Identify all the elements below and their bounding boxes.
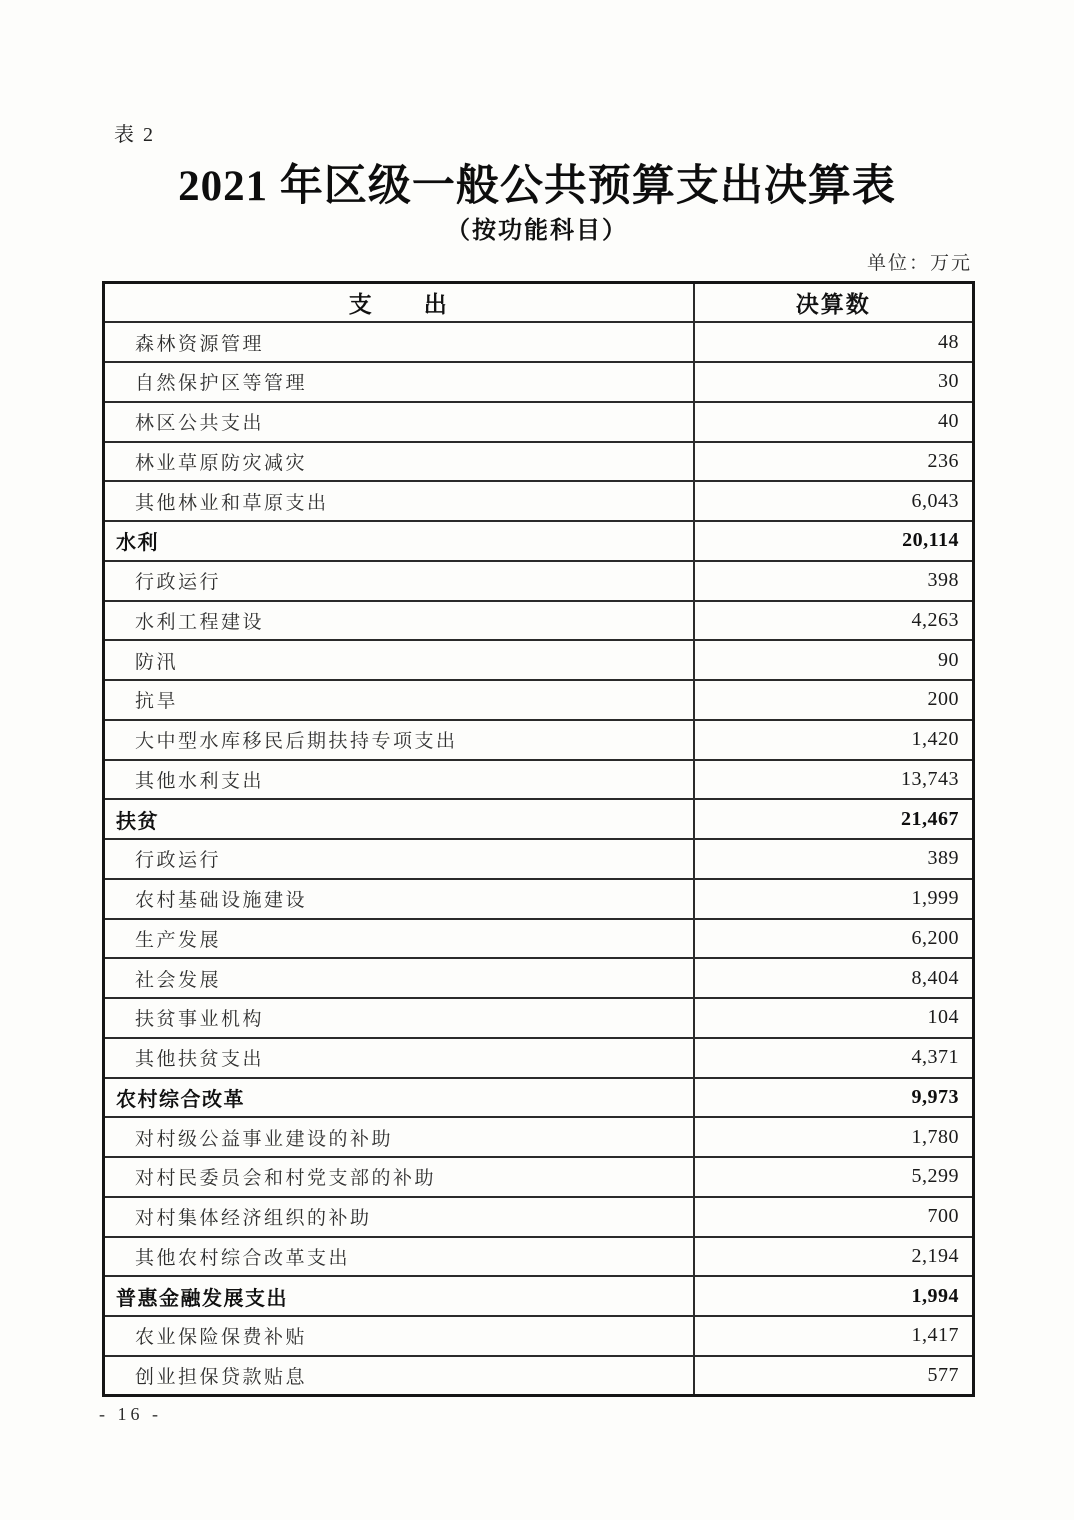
- table-row: [104, 322, 974, 362]
- expenditure-label: 其他水利支出: [104, 760, 694, 800]
- table-row: [104, 919, 974, 959]
- table-row: [104, 1316, 974, 1356]
- amount-value: 20,114: [694, 521, 974, 561]
- expenditure-label: 林业草原防灾减灾: [104, 442, 694, 482]
- column-header-expenditure: 支 出: [104, 283, 694, 323]
- expenditure-label: 抗旱: [104, 680, 694, 720]
- table-row: [104, 839, 974, 879]
- budget-table-body: [104, 322, 974, 1395]
- table-row: [104, 958, 974, 998]
- amount-value: 1,994: [694, 1276, 974, 1316]
- expenditure-label: 对村集体经济组织的补助: [104, 1197, 694, 1237]
- amount-value: 9,973: [694, 1078, 974, 1118]
- table-row: [104, 521, 974, 561]
- amount-value: 1,780: [694, 1117, 974, 1157]
- table-row: [104, 1356, 974, 1396]
- amount-value: 1,420: [694, 720, 974, 760]
- expenditure-label: 农村基础设施建设: [104, 879, 694, 919]
- expenditure-label: 林区公共支出: [104, 402, 694, 442]
- table-row: [104, 879, 974, 919]
- expenditure-label: 防汛: [104, 640, 694, 680]
- amount-value: 30: [694, 362, 974, 402]
- expenditure-label: 行政运行: [104, 839, 694, 879]
- amount-value: 5,299: [694, 1157, 974, 1197]
- expenditure-label: 对村级公益事业建设的补助: [104, 1117, 694, 1157]
- table-row: [104, 760, 974, 800]
- expenditure-label: 水利工程建设: [104, 601, 694, 641]
- amount-value: 48: [694, 322, 974, 362]
- amount-value: 104: [694, 998, 974, 1038]
- table-row: [104, 720, 974, 760]
- amount-value: 577: [694, 1356, 974, 1396]
- expenditure-label: 对村民委员会和村党支部的补助: [104, 1157, 694, 1197]
- expenditure-label: 创业担保贷款贴息: [104, 1356, 694, 1396]
- table-header-row: [104, 283, 974, 323]
- amount-value: 389: [694, 839, 974, 879]
- expenditure-label: 行政运行: [104, 561, 694, 601]
- amount-value: 90: [694, 640, 974, 680]
- expenditure-label: 生产发展: [104, 919, 694, 959]
- table-row: [104, 1038, 974, 1078]
- expenditure-label: 其他扶贫支出: [104, 1038, 694, 1078]
- table-row: [104, 561, 974, 601]
- table-number-label: 表 2: [114, 124, 155, 146]
- table-row: [104, 1197, 974, 1237]
- amount-value: 4,371: [694, 1038, 974, 1078]
- expenditure-label: 农村综合改革: [104, 1078, 694, 1118]
- expenditure-label: 农业保险保费补贴: [104, 1316, 694, 1356]
- amount-value: 13,743: [694, 760, 974, 800]
- expenditure-label: 普惠金融发展支出: [104, 1276, 694, 1316]
- amount-value: 1,999: [694, 879, 974, 919]
- table-row: [104, 601, 974, 641]
- amount-value: 200: [694, 680, 974, 720]
- budget-table: [102, 281, 975, 1397]
- amount-value: 8,404: [694, 958, 974, 998]
- amount-value: 1,417: [694, 1316, 974, 1356]
- page-number: - 16 -: [99, 1404, 162, 1424]
- table-row: [104, 680, 974, 720]
- table-row: [104, 1276, 974, 1316]
- expenditure-label: 扶贫: [104, 799, 694, 839]
- table-row: [104, 1157, 974, 1197]
- expenditure-label: 森林资源管理: [104, 322, 694, 362]
- table-row: [104, 1237, 974, 1277]
- amount-value: 236: [694, 442, 974, 482]
- table-row: [104, 481, 974, 521]
- expenditure-label: 其他农村综合改革支出: [104, 1237, 694, 1277]
- amount-value: 6,200: [694, 919, 974, 959]
- expenditure-label: 水利: [104, 521, 694, 561]
- table-row: [104, 998, 974, 1038]
- amount-value: 2,194: [694, 1237, 974, 1277]
- expenditure-label: 自然保护区等管理: [104, 362, 694, 402]
- table-row: [104, 1117, 974, 1157]
- table-row: [104, 402, 974, 442]
- table-row: [104, 799, 974, 839]
- page-title: 2021 年区级一般公共预算支出决算表: [178, 163, 896, 210]
- amount-value: 40: [694, 402, 974, 442]
- expenditure-label: 其他林业和草原支出: [104, 481, 694, 521]
- table-row: [104, 640, 974, 680]
- expenditure-label: 扶贫事业机构: [104, 998, 694, 1038]
- amount-value: 4,263: [694, 601, 974, 641]
- budget-table-container: [102, 281, 972, 1397]
- table-row: [104, 362, 974, 402]
- amount-value: 6,043: [694, 481, 974, 521]
- amount-value: 398: [694, 561, 974, 601]
- expenditure-label: 社会发展: [104, 958, 694, 998]
- table-row: [104, 442, 974, 482]
- amount-value: 21,467: [694, 799, 974, 839]
- page-subtitle: （按功能科目）: [446, 218, 628, 244]
- table-row: [104, 1078, 974, 1118]
- unit-note: 单位：万元: [866, 253, 972, 274]
- amount-value: 700: [694, 1197, 974, 1237]
- expenditure-label: 大中型水库移民后期扶持专项支出: [104, 720, 694, 760]
- column-header-amount: 决算数: [694, 283, 974, 323]
